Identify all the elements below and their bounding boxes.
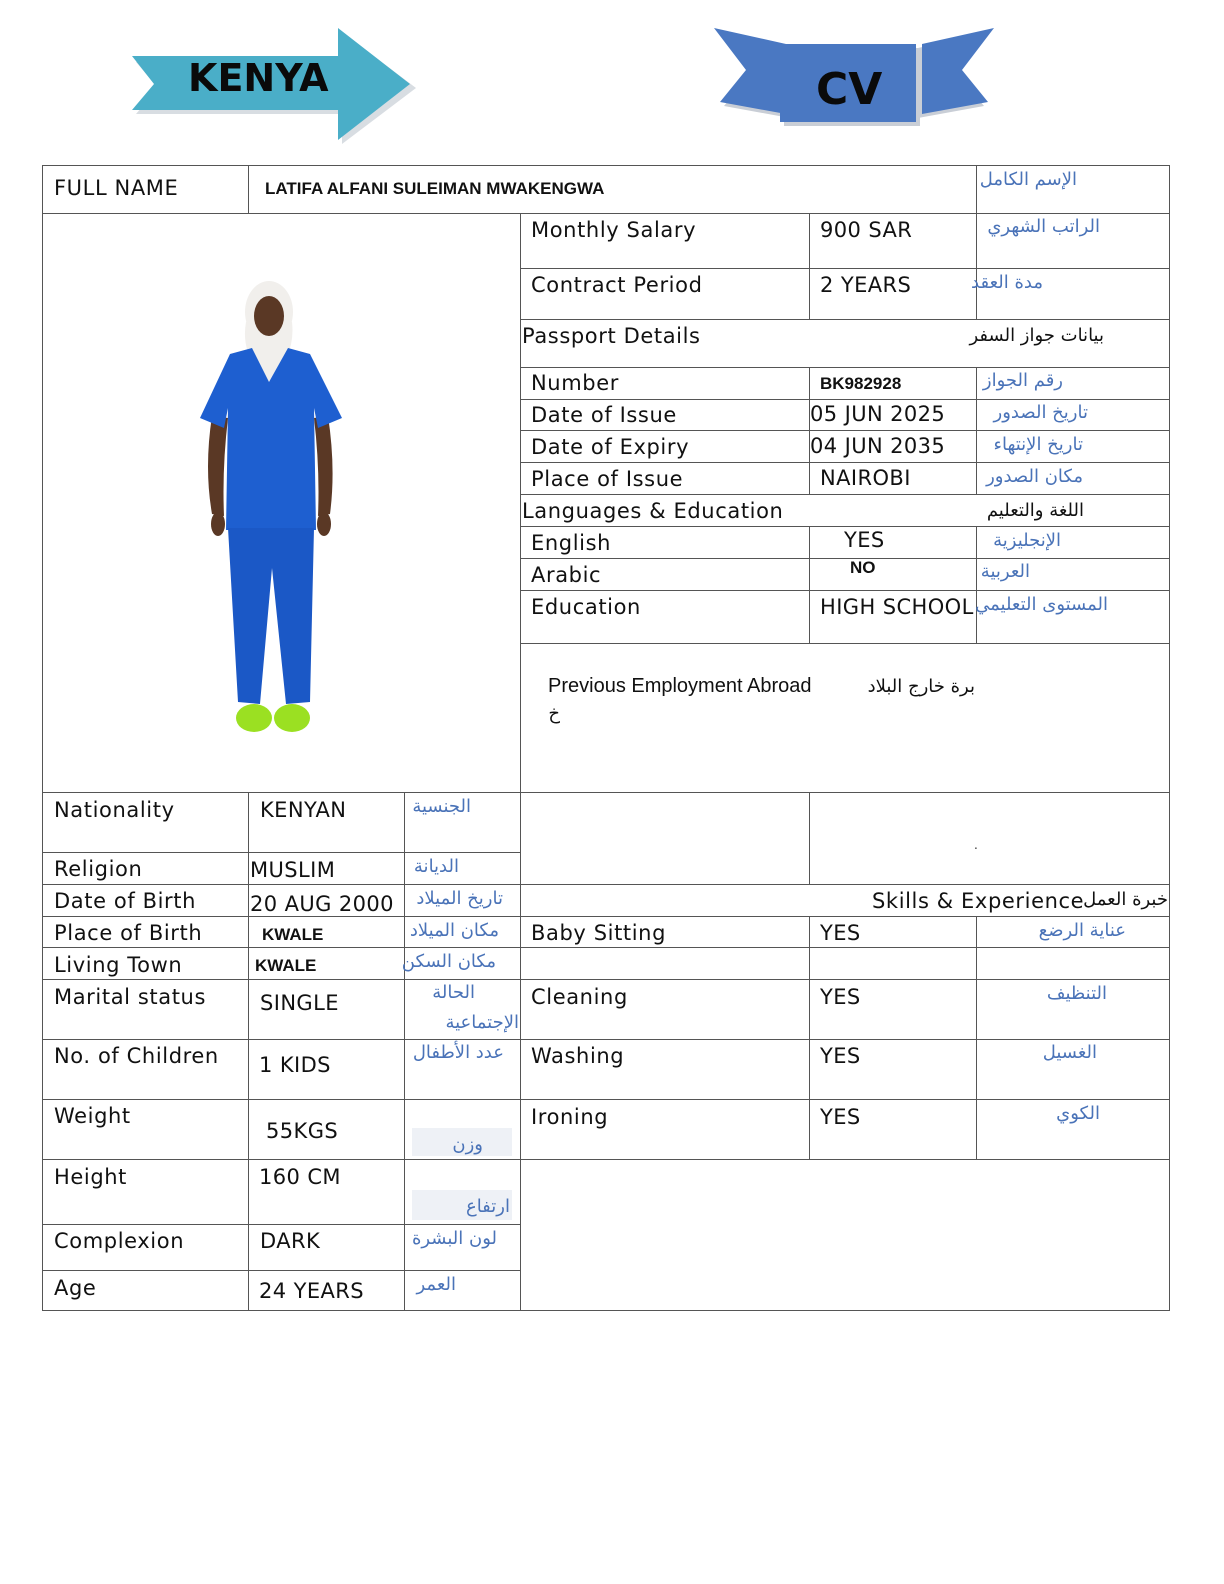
- arabic-arabic: العربية: [980, 561, 1030, 582]
- marital-status-arabic-2: الإجتماعية: [445, 1012, 519, 1033]
- complexion-label: Complexion: [54, 1229, 185, 1253]
- place-of-birth-label: Place of Birth: [54, 921, 203, 945]
- dob-label: Date of Birth: [54, 889, 197, 913]
- children-arabic: عدد الأطفال: [412, 1042, 504, 1063]
- english-value: YES: [844, 528, 885, 552]
- english-label: English: [531, 531, 612, 555]
- washing-value: YES: [820, 1044, 861, 1068]
- nationality-label: Nationality: [54, 798, 175, 822]
- arabic-value: NO: [850, 558, 876, 577]
- living-town-arabic: مكان السكن: [401, 951, 496, 972]
- living-town-value: KWALE: [255, 956, 317, 975]
- complexion-value: DARK: [260, 1229, 321, 1253]
- country-banner-text: KENYA: [188, 56, 329, 100]
- contract-period-label: Contract Period: [531, 273, 703, 297]
- height-arabic: ارتفاع: [465, 1196, 510, 1217]
- expiry-date-label: Date of Expiry: [531, 435, 690, 459]
- washing-label: Washing: [531, 1044, 625, 1068]
- height-label: Height: [54, 1165, 128, 1189]
- expiry-date-value: 04 JUN 2035: [810, 434, 946, 458]
- cv-banner-text: CV: [816, 64, 883, 115]
- place-of-issue-value: NAIROBI: [820, 466, 911, 490]
- marital-status-label: Marital status: [54, 985, 206, 1009]
- education-arabic: المستوى التعليمي: [975, 594, 1108, 615]
- baby-sitting-value: YES: [820, 921, 861, 945]
- religion-value: MUSLIM: [250, 858, 336, 882]
- stray-dot: .: [974, 838, 978, 852]
- full-name-arabic: الإسم الكامل: [979, 169, 1077, 190]
- person-figure: [196, 278, 351, 740]
- washing-arabic: الغسيل: [1042, 1042, 1097, 1063]
- living-town-label: Living Town: [54, 953, 183, 977]
- religion-arabic: الديانة: [413, 856, 459, 877]
- place-of-issue-arabic: مكان الصدور: [986, 466, 1083, 487]
- cleaning-value: YES: [820, 985, 861, 1009]
- issue-date-label: Date of Issue: [531, 403, 677, 427]
- languages-title: Languages & Education: [522, 499, 784, 523]
- previous-employment-title-arabic: برة خارج البلاد: [867, 676, 975, 697]
- children-label: No. of Children: [54, 1044, 219, 1068]
- marital-status-arabic: الحالة: [432, 982, 475, 1003]
- ironing-value: YES: [820, 1105, 861, 1129]
- baby-sitting-arabic: عناية الرضع: [1038, 920, 1126, 941]
- salary-value: 900 SAR: [820, 218, 913, 242]
- issue-date-value: 05 JUN 2025: [810, 402, 946, 426]
- languages-title-arabic: اللغة والتعليم: [986, 500, 1084, 521]
- baby-sitting-label: Baby Sitting: [531, 921, 667, 945]
- age-arabic: العمر: [416, 1274, 456, 1295]
- skills-title: Skills & Experience: [872, 889, 1085, 913]
- weight-arabic: وزن: [452, 1134, 483, 1155]
- previous-employment-extra-arabic: خ: [548, 703, 560, 724]
- education-label: Education: [531, 595, 641, 619]
- passport-title: Passport Details: [522, 324, 701, 348]
- full-name-value: LATIFA ALFANI SULEIMAN MWAKENGWA: [265, 179, 605, 198]
- weight-value: 55KGS: [266, 1119, 339, 1143]
- complexion-arabic: لون البشرة: [411, 1228, 497, 1249]
- cv-ribbon-banner: [712, 26, 996, 132]
- passport-title-arabic: بيانات جواز السفر: [969, 325, 1104, 346]
- age-label: Age: [54, 1276, 97, 1300]
- english-arabic: الإنجليزية: [993, 530, 1061, 551]
- arabic-label: Arabic: [531, 563, 602, 587]
- place-of-issue-label: Place of Issue: [531, 467, 684, 491]
- issue-date-arabic: تاريخ الصدور: [993, 402, 1088, 423]
- contract-period-value: 2 YEARS: [820, 273, 912, 297]
- candidate-photo: [196, 278, 351, 740]
- religion-label: Religion: [54, 857, 143, 881]
- ironing-arabic: الكوي: [1056, 1103, 1100, 1124]
- full-name-label: FULL NAME: [54, 176, 179, 200]
- dob-arabic: تاريخ الميلاد: [416, 888, 503, 909]
- nationality-arabic: الجنسية: [412, 796, 471, 817]
- nationality-value: KENYAN: [260, 798, 347, 822]
- weight-label: Weight: [54, 1104, 131, 1128]
- passport-number-value: BK982928: [820, 374, 902, 393]
- age-value: 24 YEARS: [259, 1279, 364, 1303]
- passport-number-label: Number: [531, 371, 619, 395]
- previous-employment-title: Previous Employment Abroad: [548, 675, 812, 697]
- passport-number-arabic: رقم الجواز: [982, 370, 1063, 391]
- contract-period-arabic: مدة العقد: [971, 272, 1043, 293]
- cleaning-arabic: التنظيف: [1046, 983, 1107, 1004]
- height-value: 160 CM: [259, 1165, 341, 1189]
- salary-arabic: الراتب الشهري: [987, 216, 1100, 237]
- expiry-date-arabic: تاريخ الإنتهاء: [993, 434, 1083, 455]
- place-of-birth-value: KWALE: [262, 925, 324, 944]
- education-value: HIGH SCHOOL: [820, 595, 974, 619]
- dob-value: 20 AUG 2000: [250, 892, 394, 916]
- ironing-label: Ironing: [531, 1105, 609, 1129]
- skills-title-arabic: خبرة العمل: [1083, 889, 1168, 910]
- kenya-arrow-banner: [128, 26, 420, 148]
- marital-status-value: SINGLE: [260, 991, 339, 1015]
- children-value: 1 KIDS: [259, 1053, 331, 1077]
- cleaning-label: Cleaning: [531, 985, 628, 1009]
- place-of-birth-arabic: مكان الميلاد: [409, 920, 499, 941]
- salary-label: Monthly Salary: [531, 218, 697, 242]
